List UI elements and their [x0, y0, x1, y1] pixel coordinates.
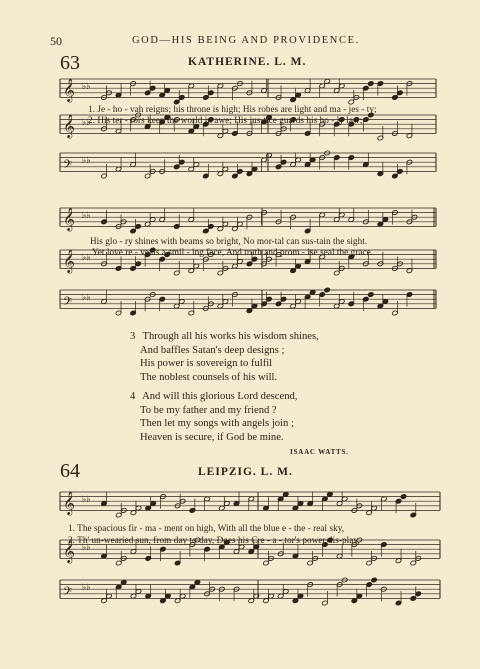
svg-text:♭♭: ♭♭	[82, 253, 91, 264]
svg-text:♭♭: ♭♭	[82, 495, 91, 506]
music-system	[0, 202, 480, 326]
svg-text:𝄞: 𝄞	[63, 113, 75, 138]
tune-name: LEIPZIG. L. M.	[198, 466, 293, 478]
tune-name: KATHERINE. L. M.	[188, 56, 307, 68]
svg-text:♭♭: ♭♭	[82, 118, 91, 129]
svg-text:𝄞: 𝄞	[63, 538, 75, 563]
stanza-number: 4	[130, 391, 136, 402]
lyric-line: His glo - ry shines with beams so bright, No mor-tal can sus-tain the sight.	[90, 236, 368, 246]
stanza-line: To be my father and my friend ?	[140, 404, 277, 416]
notes	[101, 491, 422, 605]
lyric-line: 2. His ter - rors keep the world in awe; His jus-tice guards his ho - ly law;	[88, 115, 363, 125]
stanza-line: And baffles Satan's deep designs ;	[140, 344, 285, 356]
stanza-line: And will this glorious Lord descend,	[142, 391, 298, 402]
music-system	[0, 73, 480, 195]
treble-staff	[60, 77, 436, 102]
stanza-number: 3	[130, 331, 136, 342]
music-system	[0, 486, 480, 614]
page-number: 50	[50, 34, 62, 48]
svg-text:𝄢: 𝄢	[63, 158, 73, 175]
lyric-line: 1. Je - ho - vah reigns; his throne is high; His robes are light and ma - jes - ty;	[88, 104, 377, 114]
svg-text:𝄢: 𝄢	[63, 295, 73, 312]
svg-text:𝄢: 𝄢	[63, 585, 73, 602]
hymn-number: 64	[60, 460, 80, 482]
svg-text:♭♭: ♭♭	[82, 211, 91, 222]
stanza-line: His power is sovereign to fulfil	[140, 358, 273, 370]
svg-text:𝄞: 𝄞	[63, 248, 75, 273]
svg-text:♭♭: ♭♭	[82, 543, 91, 554]
bass-staff	[60, 580, 440, 601]
svg-text:♭♭: ♭♭	[82, 583, 91, 594]
svg-text:𝄞: 𝄞	[63, 206, 75, 231]
stanza-line: Through all his works his wisdom shines,	[142, 331, 319, 342]
stanza	[130, 330, 319, 384]
author-credit: ISAAC WATTS.	[290, 448, 349, 456]
stanza-line: Then let my songs with angels join ;	[140, 418, 294, 430]
stanza-line: The noblest counsels of his will.	[140, 371, 278, 383]
stanza-line: Heaven is secure, if God be mine.	[140, 431, 284, 443]
running-title: GOD—HIS BEING AND PROVIDENCE.	[132, 35, 360, 46]
notes	[101, 208, 418, 316]
svg-text:𝄞: 𝄞	[63, 77, 75, 102]
lyric-line: 2. Th' un-wearied sun, from day to day, Does his Cre - a - tor's power dis-play,	[68, 535, 360, 545]
svg-text:♭♭: ♭♭	[82, 82, 91, 93]
stanza	[130, 390, 297, 444]
lyric-line: Yet love re - veals a smil - ing face, And truth and prom - ise seal the grace.	[92, 247, 374, 257]
svg-text:𝄞: 𝄞	[63, 490, 75, 515]
treble-staff	[60, 490, 440, 515]
hymn-number: 63	[60, 52, 80, 74]
svg-text:♭♭: ♭♭	[82, 293, 91, 304]
lyric-line: 1. The spacious fir - ma - ment on high, With all the blue e - the - real sky,	[68, 523, 345, 533]
svg-text:♭♭: ♭♭	[82, 156, 91, 167]
